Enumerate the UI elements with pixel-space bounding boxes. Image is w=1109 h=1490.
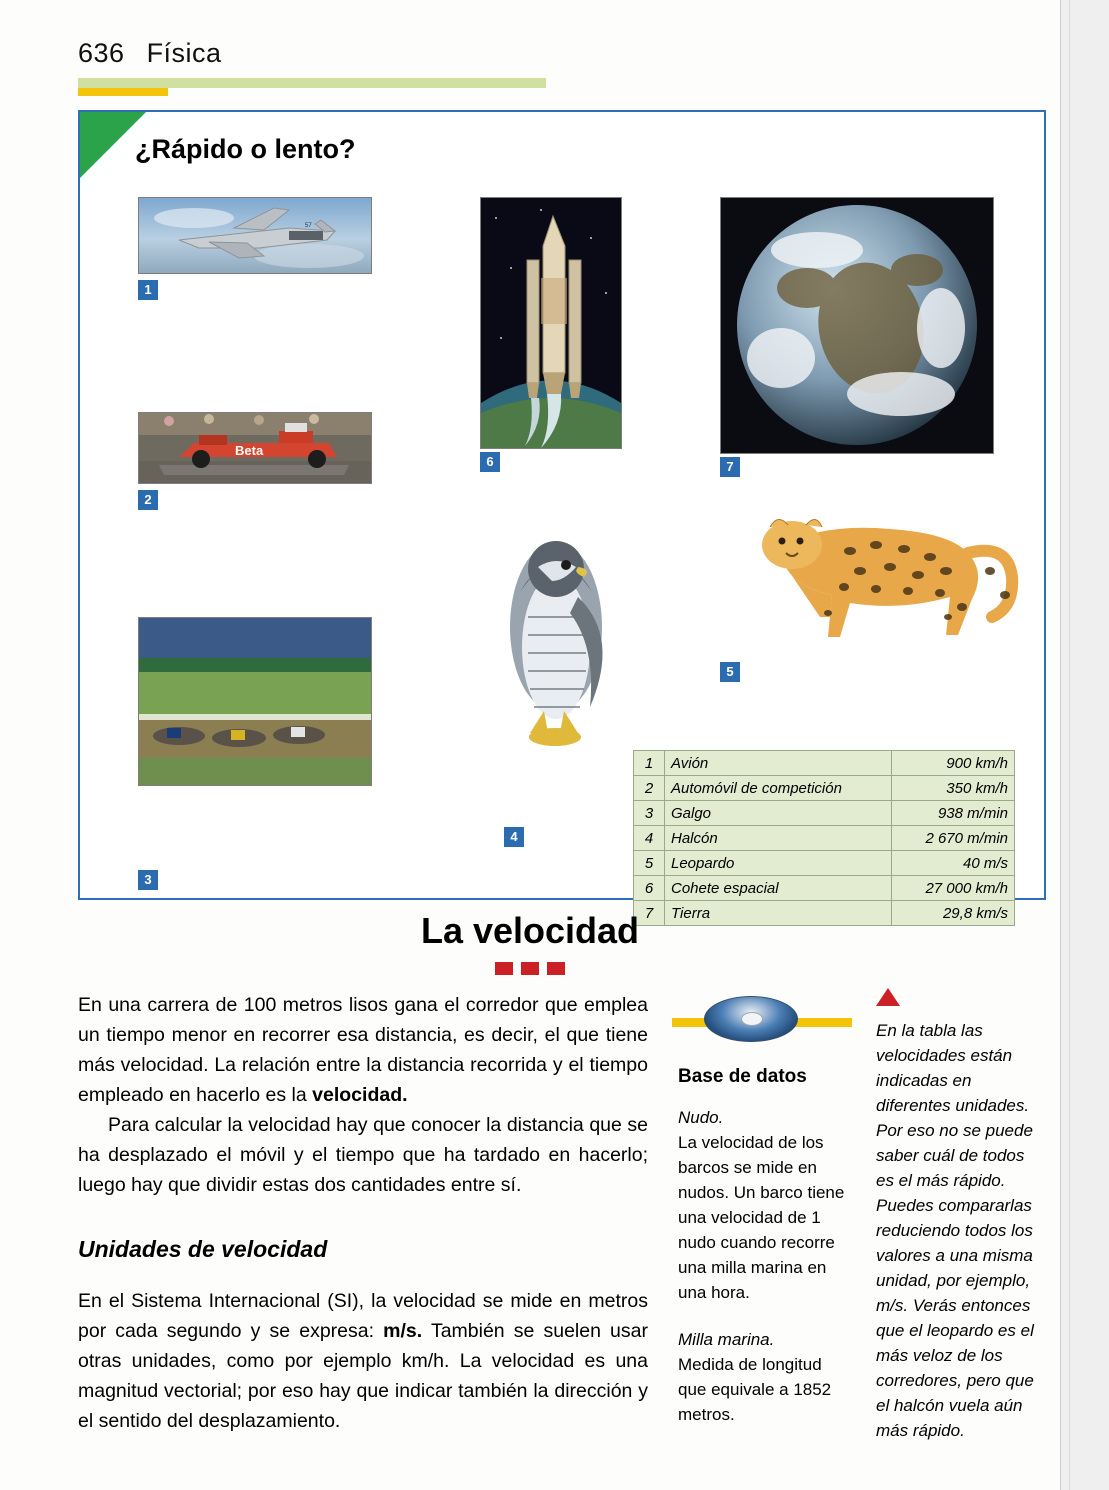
velocidad-keyword: velocidad. (312, 1084, 408, 1106)
rocket-photo (480, 197, 622, 449)
row-speed: 40 m/s (892, 851, 1015, 876)
paragraph-3-text-b: También se suelen usar otras unidades, como por ejemplo km/h. La velocidad es una magnitud vectorial; por eso hay que indicar también la dirección y el sentido del desplazamiento. (78, 1320, 648, 1432)
row-speed: 27 000 km/h (892, 876, 1015, 901)
race-car-illustration (139, 413, 371, 483)
row-subject: Galgo (665, 801, 892, 826)
ornament-square (495, 962, 513, 975)
row-subject: Leopardo (665, 851, 892, 876)
row-subject: Halcón (665, 826, 892, 851)
database-term-milla: Milla marina. (678, 1330, 775, 1349)
paragraph-2: Para calcular la velocidad hay que conocer la distancia que se ha desplazado el móvil y el tiempo que ha tardado en hacerlo; luego hay que dividir estas dos cantidades entre sí. (78, 1114, 648, 1196)
paragraph-1 (78, 990, 648, 1110)
ornament-square (521, 962, 539, 975)
section-title: Física (146, 38, 222, 68)
svg-text:57: 57 (305, 223, 312, 229)
cd-icon (704, 996, 798, 1042)
row-number: 3 (634, 801, 665, 826)
photo-tag-2: 2 (138, 490, 158, 510)
header-rule-green (78, 78, 546, 88)
figure-title: ¿Rápido o lento? (135, 134, 356, 164)
database-term-nudo: Nudo. (678, 1108, 724, 1127)
page-number: 636 (78, 38, 125, 68)
photo-tag-1: 1 (138, 280, 158, 300)
falcon-photo (460, 497, 650, 767)
row-number: 7 (634, 901, 665, 926)
table-row (634, 751, 1015, 776)
row-subject: Automóvil de competición (665, 776, 892, 801)
cd-graphic (678, 992, 846, 1050)
row-speed: 29,8 km/s (892, 901, 1015, 926)
leopard-illustration (700, 467, 1020, 672)
greyhounds-photo (138, 617, 372, 786)
note-sidebar (876, 988, 1046, 1443)
row-speed: 938 m/min (892, 801, 1015, 826)
database-body-milla: Medida de longitud que equivale a 1852 metros. (678, 1355, 832, 1424)
rocket-illustration (481, 198, 621, 448)
table-row (634, 801, 1015, 826)
header-rule-yellow (78, 88, 168, 96)
section-subtitle: Unidades de velocidad (78, 1236, 328, 1262)
database-title: Base de datos (678, 1066, 807, 1087)
earth-photo (720, 197, 994, 454)
table-row (634, 876, 1015, 901)
photo-tag-6: 6 (480, 452, 500, 472)
article-body (78, 990, 648, 1436)
note-text: En la tabla las velocidades están indicadas en diferentes unidades. Por eso no se puede saber cuál de todos es el más rápido. Puedes compararlas reduciendo todos los valores a una misma unidad, por ejemplo, m/s. Verás entonces que el leopardo es el más veloz de los corredores, pero que el halcón vuela aún más rápido. (876, 1021, 1034, 1440)
race-car-photo (138, 412, 372, 484)
photo-tag-7: 7 (720, 457, 740, 477)
figure-panel (78, 110, 1046, 922)
jet-photo (138, 197, 372, 274)
ornament-square (547, 962, 565, 975)
row-number: 1 (634, 751, 665, 776)
database-sidebar (678, 992, 846, 1449)
row-subject: Avión (665, 751, 892, 776)
row-subject: Tierra (665, 901, 892, 926)
row-number: 2 (634, 776, 665, 801)
paragraph-1-text: En una carrera de 100 metros lisos gana el corredor que emplea un tiempo menor en recorrer esa distancia, es decir, el que tiene más velocidad. La relación entre la distancia recorrida y el tiempo empleado en hacerlo es la (78, 994, 648, 1106)
falcon-illustration (460, 497, 650, 767)
row-number: 4 (634, 826, 665, 851)
speed-table (633, 750, 1015, 926)
jet-illustration (139, 198, 371, 273)
page-header (78, 38, 222, 69)
title-ornament (0, 962, 1060, 980)
page-edge-strip (1060, 0, 1109, 1490)
greyhounds-illustration (139, 618, 371, 785)
table-row (634, 826, 1015, 851)
paragraph-3 (78, 1286, 648, 1436)
photo-tag-5: 5 (720, 662, 740, 682)
triangle-icon (876, 988, 900, 1006)
ms-keyword: m/s. (383, 1320, 423, 1342)
earth-illustration (721, 198, 993, 453)
row-number: 6 (634, 876, 665, 901)
photo-tag-3: 3 (138, 870, 158, 890)
row-speed: 900 km/h (892, 751, 1015, 776)
row-subject: Cohete espacial (665, 876, 892, 901)
row-speed: 2 670 m/min (892, 826, 1015, 851)
row-speed: 350 km/h (892, 776, 1015, 801)
leopard-photo (700, 467, 1020, 672)
database-body-nudo: La velocidad de los barcos se mide en nudos. Un barco tiene una velocidad de 1 nudo cuando recorre una milla marina en una hora. (678, 1133, 845, 1302)
svg-text:Beta: Beta (235, 443, 264, 458)
article-title: La velocidad (420, 910, 640, 951)
table-row (634, 776, 1015, 801)
photo-tag-4: 4 (504, 827, 524, 847)
row-number: 5 (634, 851, 665, 876)
table-row (634, 851, 1015, 876)
paragraph-3-text-a: En el Sistema Internacional (SI), la velocidad se mide en metros por cada segundo y se expresa: (78, 1290, 648, 1342)
